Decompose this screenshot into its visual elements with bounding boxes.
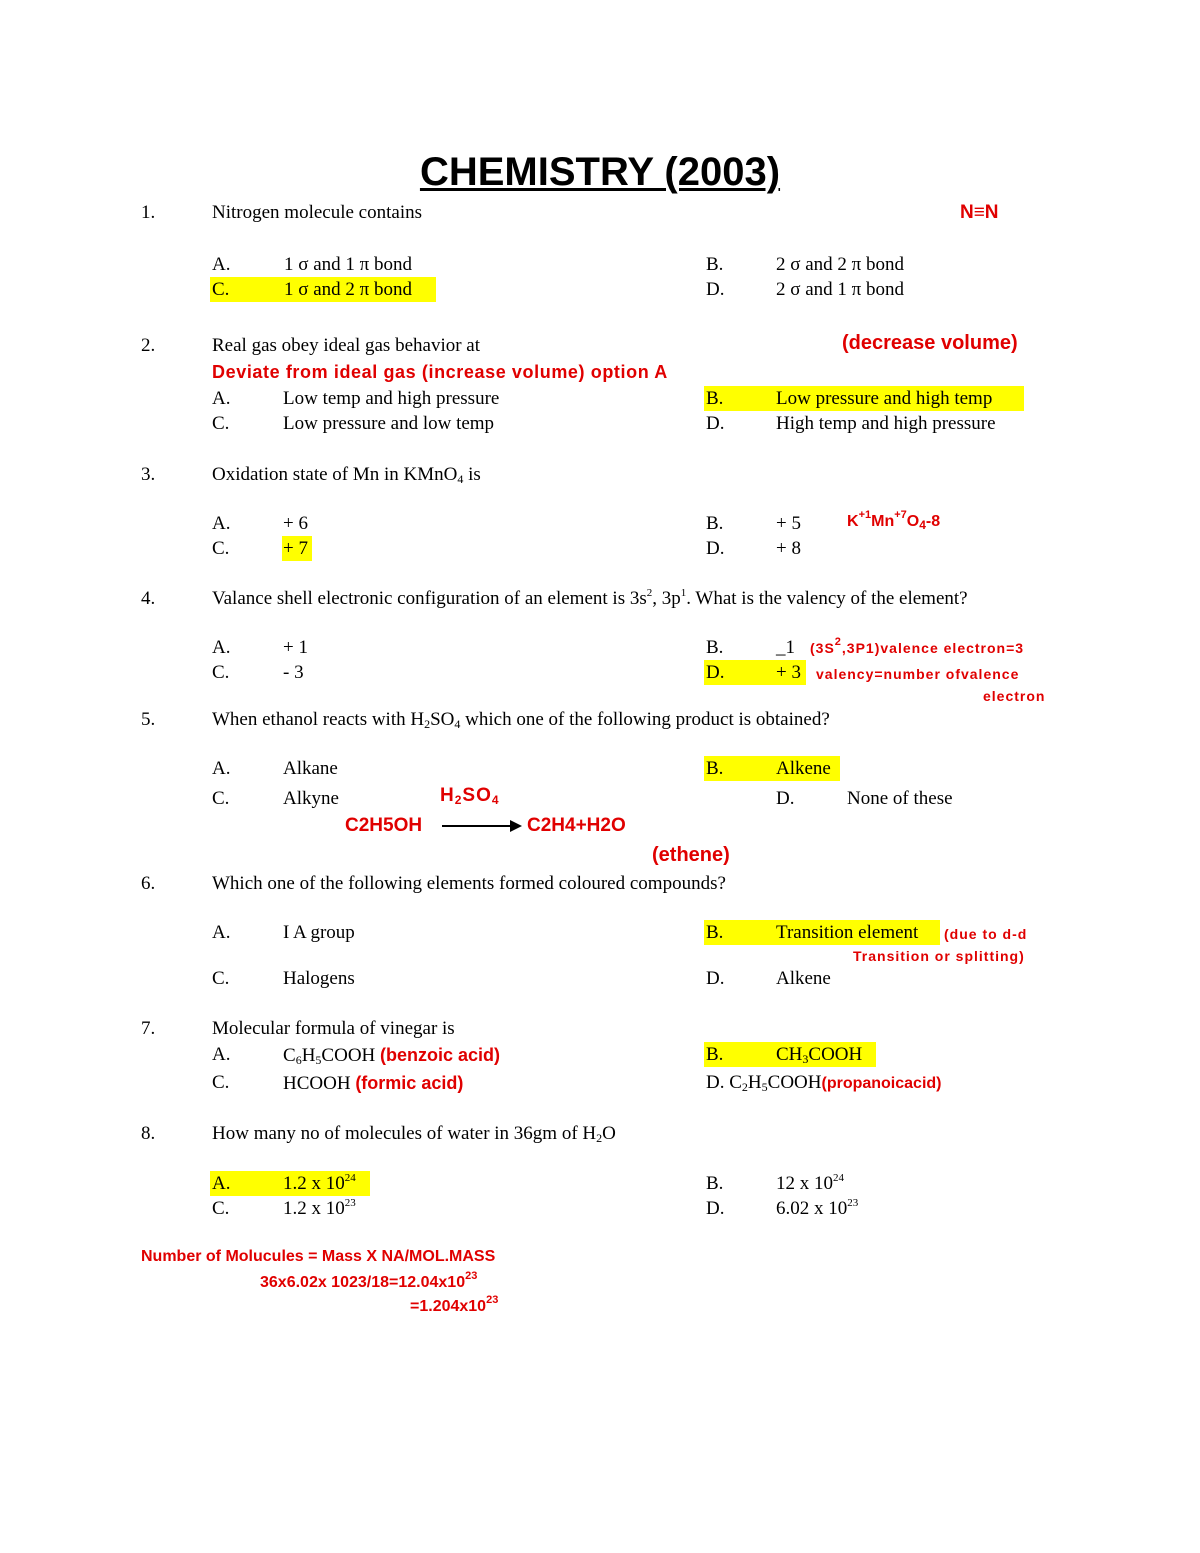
annotation-note: (propanoicacid) [821,1075,942,1092]
reaction-arrowhead [510,820,522,832]
option-d-letter: D. [706,968,725,989]
option-d-text: High temp and high pressure [776,413,996,434]
annotation-note: electron [983,688,1046,704]
reaction-reagent: $H_2SO_4$ [440,785,500,807]
option-b-letter: B. [706,922,724,943]
annotation-note: (formic acid) [355,1073,464,1093]
option-c-letter: C. [212,788,230,809]
option-c-letter: C. [212,1198,230,1219]
option-c-text: HCOOH (formic acid) [283,1073,464,1094]
option-d-text: + 8 [776,538,801,559]
option-b-letter: B. [706,254,724,275]
reaction-product: C2H4+H2O [527,815,626,836]
option-d-letter: D. [706,1198,725,1219]
annotation-note: (due to d-d [944,926,1028,942]
question-number: 2. [141,335,156,356]
option-a-letter: A. [212,922,231,943]
question-text: When ethanol reacts with $H_2SO_4$ which one of the following product is obtained? [212,709,830,731]
option-d-text: None of these [847,788,953,809]
option-d-text: Alkene [776,968,831,989]
question-number: 3. [141,464,156,485]
option-d-letter: D. [706,662,725,683]
option-d-text: D. $C_2H_5COOH(propanoicacid)$ [706,1072,942,1094]
option-a-text: Low temp and high pressure [283,388,500,409]
option-b-letter: B. [706,1044,724,1065]
question-number: 1. [141,202,156,223]
option-a-letter: A. [212,513,231,534]
annotation-note: Deviate from ideal gas (increase volume) option A [212,362,668,382]
option-c-letter: C. [212,413,230,434]
annotation-note: valency=number ofvalence [816,666,1020,682]
option-c-text: Halogens [283,968,355,989]
option-a-letter: A. [212,758,231,779]
option-c-text: + 7 [283,538,308,559]
option-a-text: Alkane [283,758,338,779]
question-number: 4. [141,588,156,609]
option-c-letter: C. [212,1072,230,1093]
option-b-text: Transition element [776,922,919,943]
question-number: 7. [141,1018,156,1039]
annotation-note: $(3S^2,3P1)valence$ electron=3 [810,636,1025,656]
option-a-text: 1 σ and 1 π bond [284,254,413,275]
annotation-note: Transition or splitting) [853,948,1025,964]
option-b-letter: B. [706,758,724,779]
option-a-text: + 1 [283,637,308,658]
option-d-text: 6.02 x $10^{23}$ [776,1197,859,1219]
option-d-letter: D. [706,279,725,300]
option-a-text: + 6 [283,513,308,534]
option-d-letter: D. [706,538,725,559]
option-c-letter: C. [212,968,230,989]
option-c-text: - 3 [283,662,304,683]
question-text: How many no of molecules of water in 36gm of $H_2O$ [212,1123,616,1145]
option-b-text: + 5 [776,513,801,534]
option-c-letter: C. [212,279,230,300]
option-b-text: 12 x $10^{24}$ [776,1172,844,1194]
reaction-reactant: C2H5OH [345,815,423,836]
option-b-text: Low pressure and high temp [776,388,993,409]
formula-line: Number of Molucules = Mass X NA/MOL.MASS [141,1248,496,1265]
option-d-text: 2 σ and 1 π bond [776,279,905,300]
option-c-letter: C. [212,662,230,683]
option-b-letter: B. [706,388,724,409]
option-c-text: 1.2 x $10^{23}$ [283,1197,356,1219]
question-number: 8. [141,1123,156,1144]
question-text: Real gas obey ideal gas behavior at [212,335,481,356]
option-b-letter: B. [706,1173,724,1194]
option-c-letter: C. [212,538,230,559]
option-b-text: 2 σ and 2 π bond [776,254,905,275]
option-a-text: $C_6H_5COOH$ (benzoic acid) [283,1045,501,1067]
question-text: Nitrogen molecule contains [212,202,422,223]
option-c-text: 1 σ and 2 π bond [284,279,413,300]
option-c-text: Low pressure and low temp [283,413,495,434]
option-d-letter: D. [776,788,795,809]
option-d-text: + 3 [776,662,801,683]
page-title: CHEMISTRY (2003) [419,150,781,194]
option-a-letter: A. [212,388,231,409]
option-d-letter: D. [706,413,725,434]
annotation-note: (decrease volume) [842,332,1018,354]
annotation-note: N≡N [960,202,999,223]
reaction-arrow [442,825,512,827]
question-number: 5. [141,709,156,730]
reaction-product-name: (ethene) [652,844,730,866]
option-b-text: _1 [776,637,795,658]
option-a-text: 1.2 x $10^{24}$ [283,1172,356,1194]
option-a-letter: A. [212,637,231,658]
option-a-letter: A. [212,1173,231,1194]
annotation-note: $K^{+1}Mn^{+7}O_4-8$ [847,509,941,532]
question-text: Oxidation state of Mn in KMnO$_4$ is [212,464,481,486]
question-number: 6. [141,873,156,894]
option-c-text: Alkyne [283,788,339,809]
option-a-letter: A. [212,1044,231,1065]
formula-line: 36x6.02x $1023/18=12.04x10^{23}$ [260,1270,478,1291]
option-b-text: Alkene [776,758,831,779]
option-b-letter: B. [706,513,724,534]
question-text: Valance shell electronic configuration of an element is $3s^2$, $3p^1$. What is the valency of the element? [212,587,968,609]
question-text: Molecular formula of vinegar is [212,1018,455,1039]
formula-line: $=1.204x10^{23}$ [410,1294,499,1315]
option-a-letter: A. [212,254,231,275]
annotation-note: (benzoic acid) [380,1045,501,1065]
option-a-text: I A group [283,922,355,943]
question-text: Which one of the following elements formed coloured compounds? [212,873,726,894]
option-b-text: $CH_3COOH$ [776,1044,863,1066]
option-b-letter: B. [706,637,724,658]
